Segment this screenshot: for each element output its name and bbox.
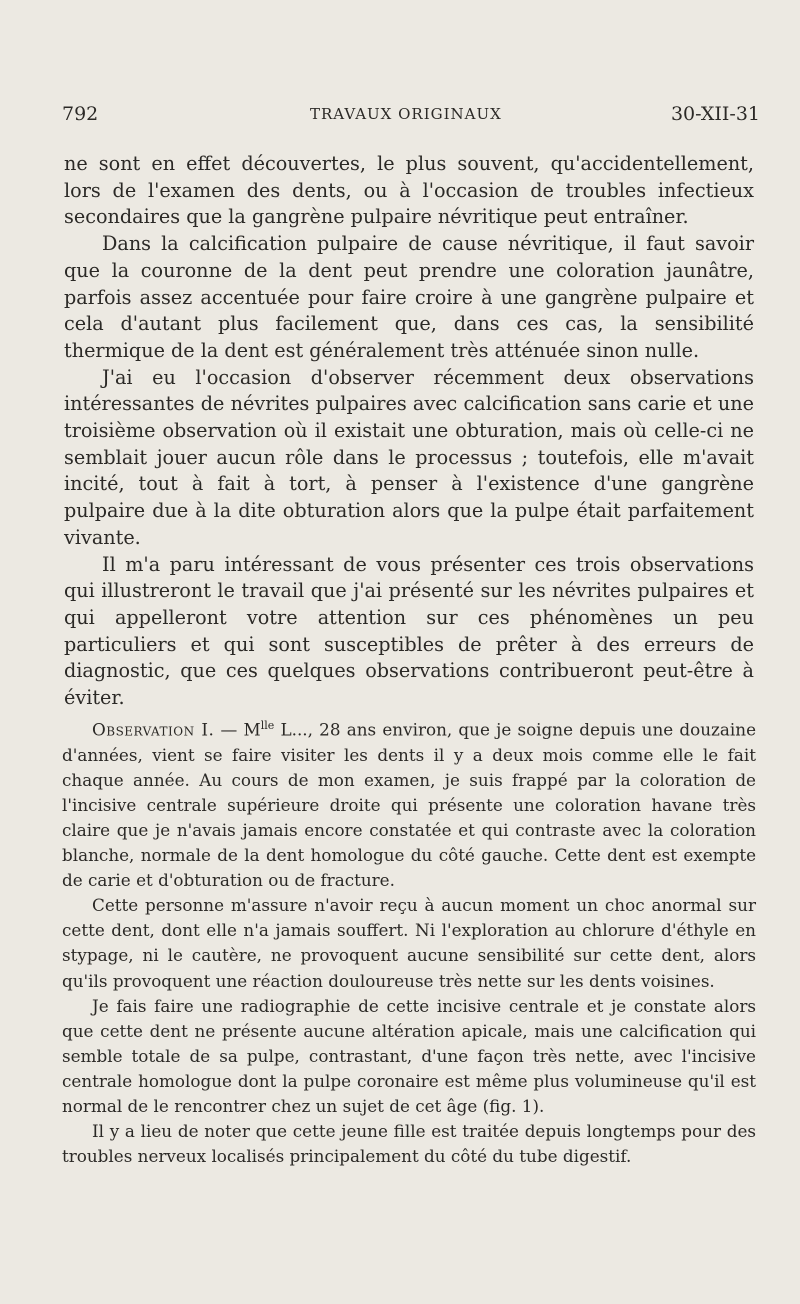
paragraph: Cette personne m'assure n'avoir reçu à aucun moment un choc anormal sur cette dent, dont elle n'a jamais souffert. Ni l'exploration au chlorure d'éthyle en stypage, ni le cautère, ne provoquent aucune sensibilité sur cette dent, alors qu'ils provoquent une réaction douloureuse très nette sur les dents voisines. <box>62 895 756 991</box>
main-text <box>64 151 754 712</box>
paragraph: Je fais faire une radiographie de cette incisive centrale et je constate alors que cette dent ne présente aucune altération apicale, mais une calcification qui semble totale de sa pulpe, contrastant, d'une façon très nette, avec l'incisive centrale homologue dont la pulpe coronaire est même plus volumineuse qu'il est normal de le rencontrer chez un sujet de cet âge (fig. 1). <box>62 995 756 1116</box>
observation-dash: — <box>214 719 244 740</box>
observation-first-paragraph <box>62 713 756 893</box>
paragraph: ne sont en effet découvertes, le plus souvent, qu'accidentellement, lors de l'examen des dents, ou à l'occasion de troubles infectieux secondaires que la gangrène pulpaire névritique peut entraîner. <box>64 152 754 229</box>
running-header <box>62 103 760 129</box>
observation-label: Observation I. <box>92 719 215 740</box>
observation-section <box>62 713 756 1169</box>
observation-text: L..., 28 ans environ, que je soigne depuis une douzaine d'années, vient se faire visiter les dents il y a deux mois comme elle le fait chaque année. Au cours de mon examen, je suis frappé par la coloration de l'incisive centrale supérieure droite qui présente une coloration havane très claire que je n'avais jamais encore constatée et qui contraste avec la coloration blanche, normale de la dent homologue du côté gauche. Cette dent est exempte de carie et d'obturation ou de fracture. <box>62 719 757 891</box>
paragraph: Dans la calcification pulpaire de cause névritique, il faut savoir que la couronne de la dent peut prendre une coloration jaunâtre, parfois assez accentuée pour faire croire à une gangrène pulpaire et cela d'autant plus facilement que, dans ces cas, la sensibilité thermique de la dent est généralement très atténuée sinon nulle. <box>64 232 754 362</box>
page-number: 792 <box>62 103 99 125</box>
issue-date: 30-XII-31 <box>670 103 760 125</box>
paragraph: Il y a lieu de noter que cette jeune fille est traitée depuis longtemps pour des troubles nerveux localisés principalement du côté du tube digestif. <box>62 1121 756 1167</box>
running-title: TRAVAUX ORIGINAUX <box>310 105 502 123</box>
paragraph: Il m'a paru intéressant de vous présenter ces trois observations qui illustreront le travail que j'ai présenté sur les névrites pulpaires et qui appelleront votre attention sur ces phénomènes un peu particuliers et qui sont susceptibles de prêter à des erreurs de diagnostic, que ces quelques observations contribueront peut-être à éviter. <box>64 552 754 710</box>
patient-title-sup: lle <box>260 719 275 732</box>
patient-title: M <box>243 719 261 740</box>
paragraph: J'ai eu l'occasion d'observer récemment deux observations intéressantes de névrites pulpaires avec calcification sans carie et une troisième observation où il existait une obturation, mais où celle-ci ne semblait jouer aucun rôle dans le processus ; toutefois, elle m'avait incité, tout à fait à tort, à penser à l'existence d'une gangrène pulpaire due à la dite obturation alors que la pulpe était parfaitement vivante. <box>64 365 754 549</box>
